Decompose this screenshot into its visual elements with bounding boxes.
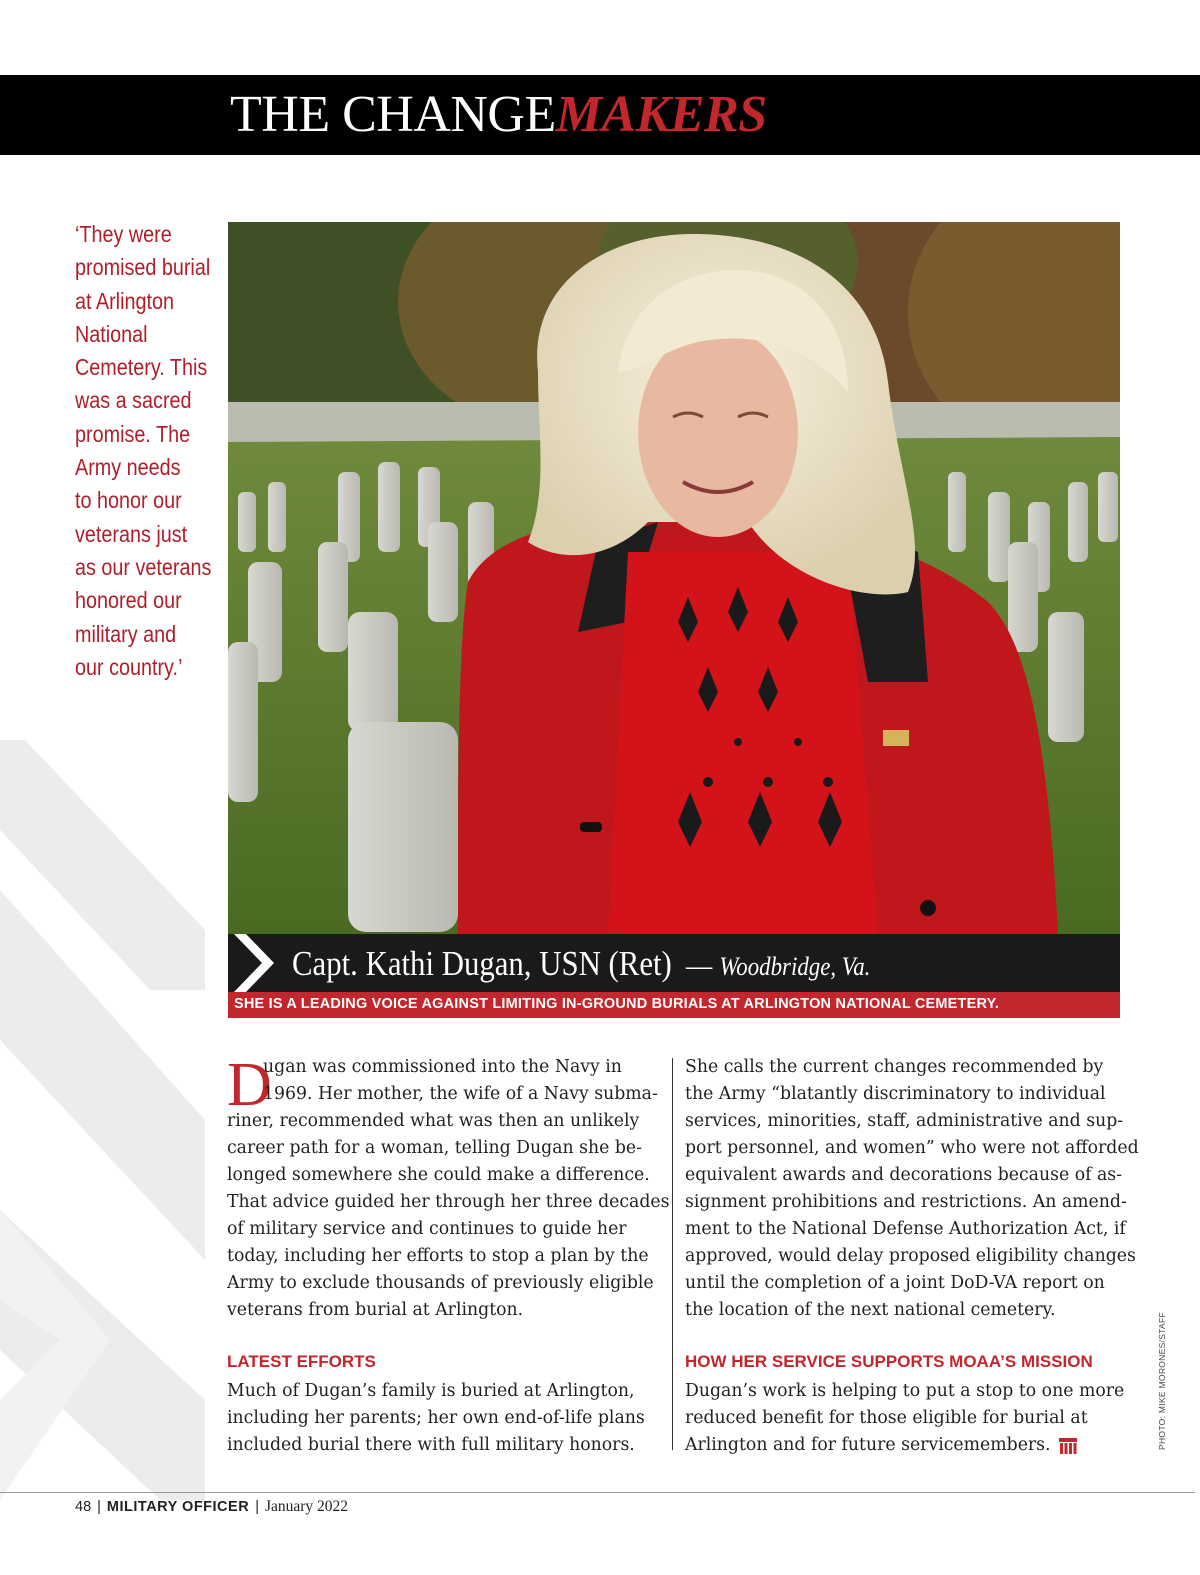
body-line: including her parents; her own end-of-life plans bbox=[227, 1408, 645, 1428]
body-line: Army to exclude thousands of previously eligible bbox=[227, 1273, 654, 1293]
pull-quote-line: at Arlington bbox=[75, 287, 174, 314]
body-line: ment to the National Defense Authorization Act, if bbox=[685, 1219, 1126, 1239]
page-footer bbox=[75, 1498, 348, 1516]
body-line: She calls the current changes recommended by bbox=[685, 1057, 1104, 1077]
caption-dash: — bbox=[685, 949, 713, 982]
body-line-last bbox=[685, 1432, 1130, 1459]
caption-tagline: SHE IS A LEADING VOICE AGAINST LIMITING IN-GROUND BURIALS AT ARLINGTON NATIONAL CEMETERY. bbox=[234, 996, 1000, 1012]
portrait-photo bbox=[228, 222, 1120, 934]
body-line: signment prohibitions and restrictions. An amend- bbox=[685, 1192, 1127, 1212]
page-number: 48 bbox=[75, 1499, 92, 1515]
body-line: included burial there with full military honors. bbox=[227, 1435, 635, 1455]
body-line: career path for a woman, telling Dugan she be- bbox=[227, 1138, 642, 1158]
body-line: veterans from burial at Arlington. bbox=[227, 1300, 524, 1320]
body-line: 1969. Her mother, the wife of a Navy subma- bbox=[263, 1084, 658, 1104]
photo-credit: PHOTO: MIKE MORONES/STAFF bbox=[1157, 1311, 1167, 1450]
pull-quote-line: to honor our bbox=[75, 487, 182, 514]
caption-name-line bbox=[292, 944, 870, 984]
body-line: today, including her efforts to stop a plan by the bbox=[227, 1246, 649, 1266]
moaa-flag-icon bbox=[1059, 1438, 1077, 1454]
drop-cap: D bbox=[227, 1051, 272, 1119]
body-line-text: Arlington and for future servicemembers. bbox=[685, 1435, 1051, 1455]
body-line: ugan was commissioned into the Navy in bbox=[263, 1057, 622, 1077]
pull-quote bbox=[75, 218, 212, 684]
footer-separator: | bbox=[97, 1499, 101, 1515]
section-banner bbox=[0, 75, 1200, 155]
footer-separator: | bbox=[255, 1499, 259, 1515]
section-title bbox=[230, 87, 767, 154]
section-heading-latest-efforts: LATEST EFFORTS bbox=[227, 1352, 376, 1371]
body-line: services, minorities, staff, administrative and sup- bbox=[685, 1111, 1124, 1131]
pull-quote-line: Army needs bbox=[75, 454, 181, 481]
issue-date: January 2022 bbox=[264, 1498, 349, 1515]
body-line: the location of the next national cemetery. bbox=[685, 1300, 1056, 1320]
pull-quote-line: our country.’ bbox=[75, 653, 183, 680]
caption-bar bbox=[228, 934, 1120, 992]
body-line: That advice guided her through her three decades bbox=[227, 1192, 670, 1212]
pull-quote-line: Cemetery. This bbox=[75, 354, 208, 381]
pull-quote-line: honored our bbox=[75, 587, 182, 614]
article-column-right bbox=[685, 1054, 1139, 1324]
column-divider bbox=[672, 1058, 673, 1450]
body-line: equivalent awards and decorations because of as- bbox=[685, 1165, 1123, 1185]
body-line: riner, recommended what was then an unlikely bbox=[227, 1111, 640, 1131]
pull-quote-line: veterans just bbox=[75, 520, 188, 547]
chevron-right-icon bbox=[228, 934, 284, 992]
subject-location: Woodbridge, Va. bbox=[719, 952, 871, 981]
section-title-main: THE CHANGE bbox=[230, 86, 556, 143]
section-title-accent: MAKERS bbox=[555, 86, 767, 143]
body-line: Dugan’s work is helping to put a stop to one more bbox=[685, 1381, 1125, 1401]
pull-quote-line: as our veterans bbox=[75, 553, 212, 580]
body-line: the Army “blatantly discriminatory to individual bbox=[685, 1084, 1106, 1104]
moaa-mission-body bbox=[685, 1378, 1130, 1459]
subject-name: Capt. Kathi Dugan, USN (Ret) bbox=[292, 944, 672, 983]
body-line: approved, would delay proposed eligibility changes bbox=[685, 1246, 1136, 1266]
body-line: Much of Dugan’s family is buried at Arlington, bbox=[227, 1381, 635, 1401]
body-line: until the completion of a joint DoD-VA report on bbox=[685, 1273, 1105, 1293]
pull-quote-line: promise. The bbox=[75, 420, 191, 447]
magazine-name: MILITARY OFFICER bbox=[106, 1499, 250, 1515]
footer-rule bbox=[0, 1492, 1195, 1493]
caption-tagline-bar bbox=[228, 992, 1120, 1018]
section-heading-moaa-mission: HOW HER SERVICE SUPPORTS MOAA’S MISSION bbox=[685, 1352, 1093, 1371]
pull-quote-line: was a sacred bbox=[75, 387, 192, 414]
body-line: longed somewhere she could make a difference. bbox=[227, 1165, 650, 1185]
pull-quote-line: promised burial bbox=[75, 254, 211, 281]
article-column-left bbox=[227, 1051, 670, 1324]
body-line: port personnel, and women” who were not afforded bbox=[685, 1138, 1139, 1158]
pull-quote-line: ‘They were bbox=[75, 221, 172, 247]
pull-quote-line: National bbox=[75, 320, 148, 347]
pull-quote-line: military and bbox=[75, 620, 177, 647]
body-line: reduced benefit for those eligible for burial at bbox=[685, 1408, 1088, 1428]
body-line: of military service and continues to guide her bbox=[227, 1219, 627, 1239]
background-chevron-pattern bbox=[0, 740, 205, 1500]
latest-efforts-body bbox=[227, 1378, 667, 1459]
